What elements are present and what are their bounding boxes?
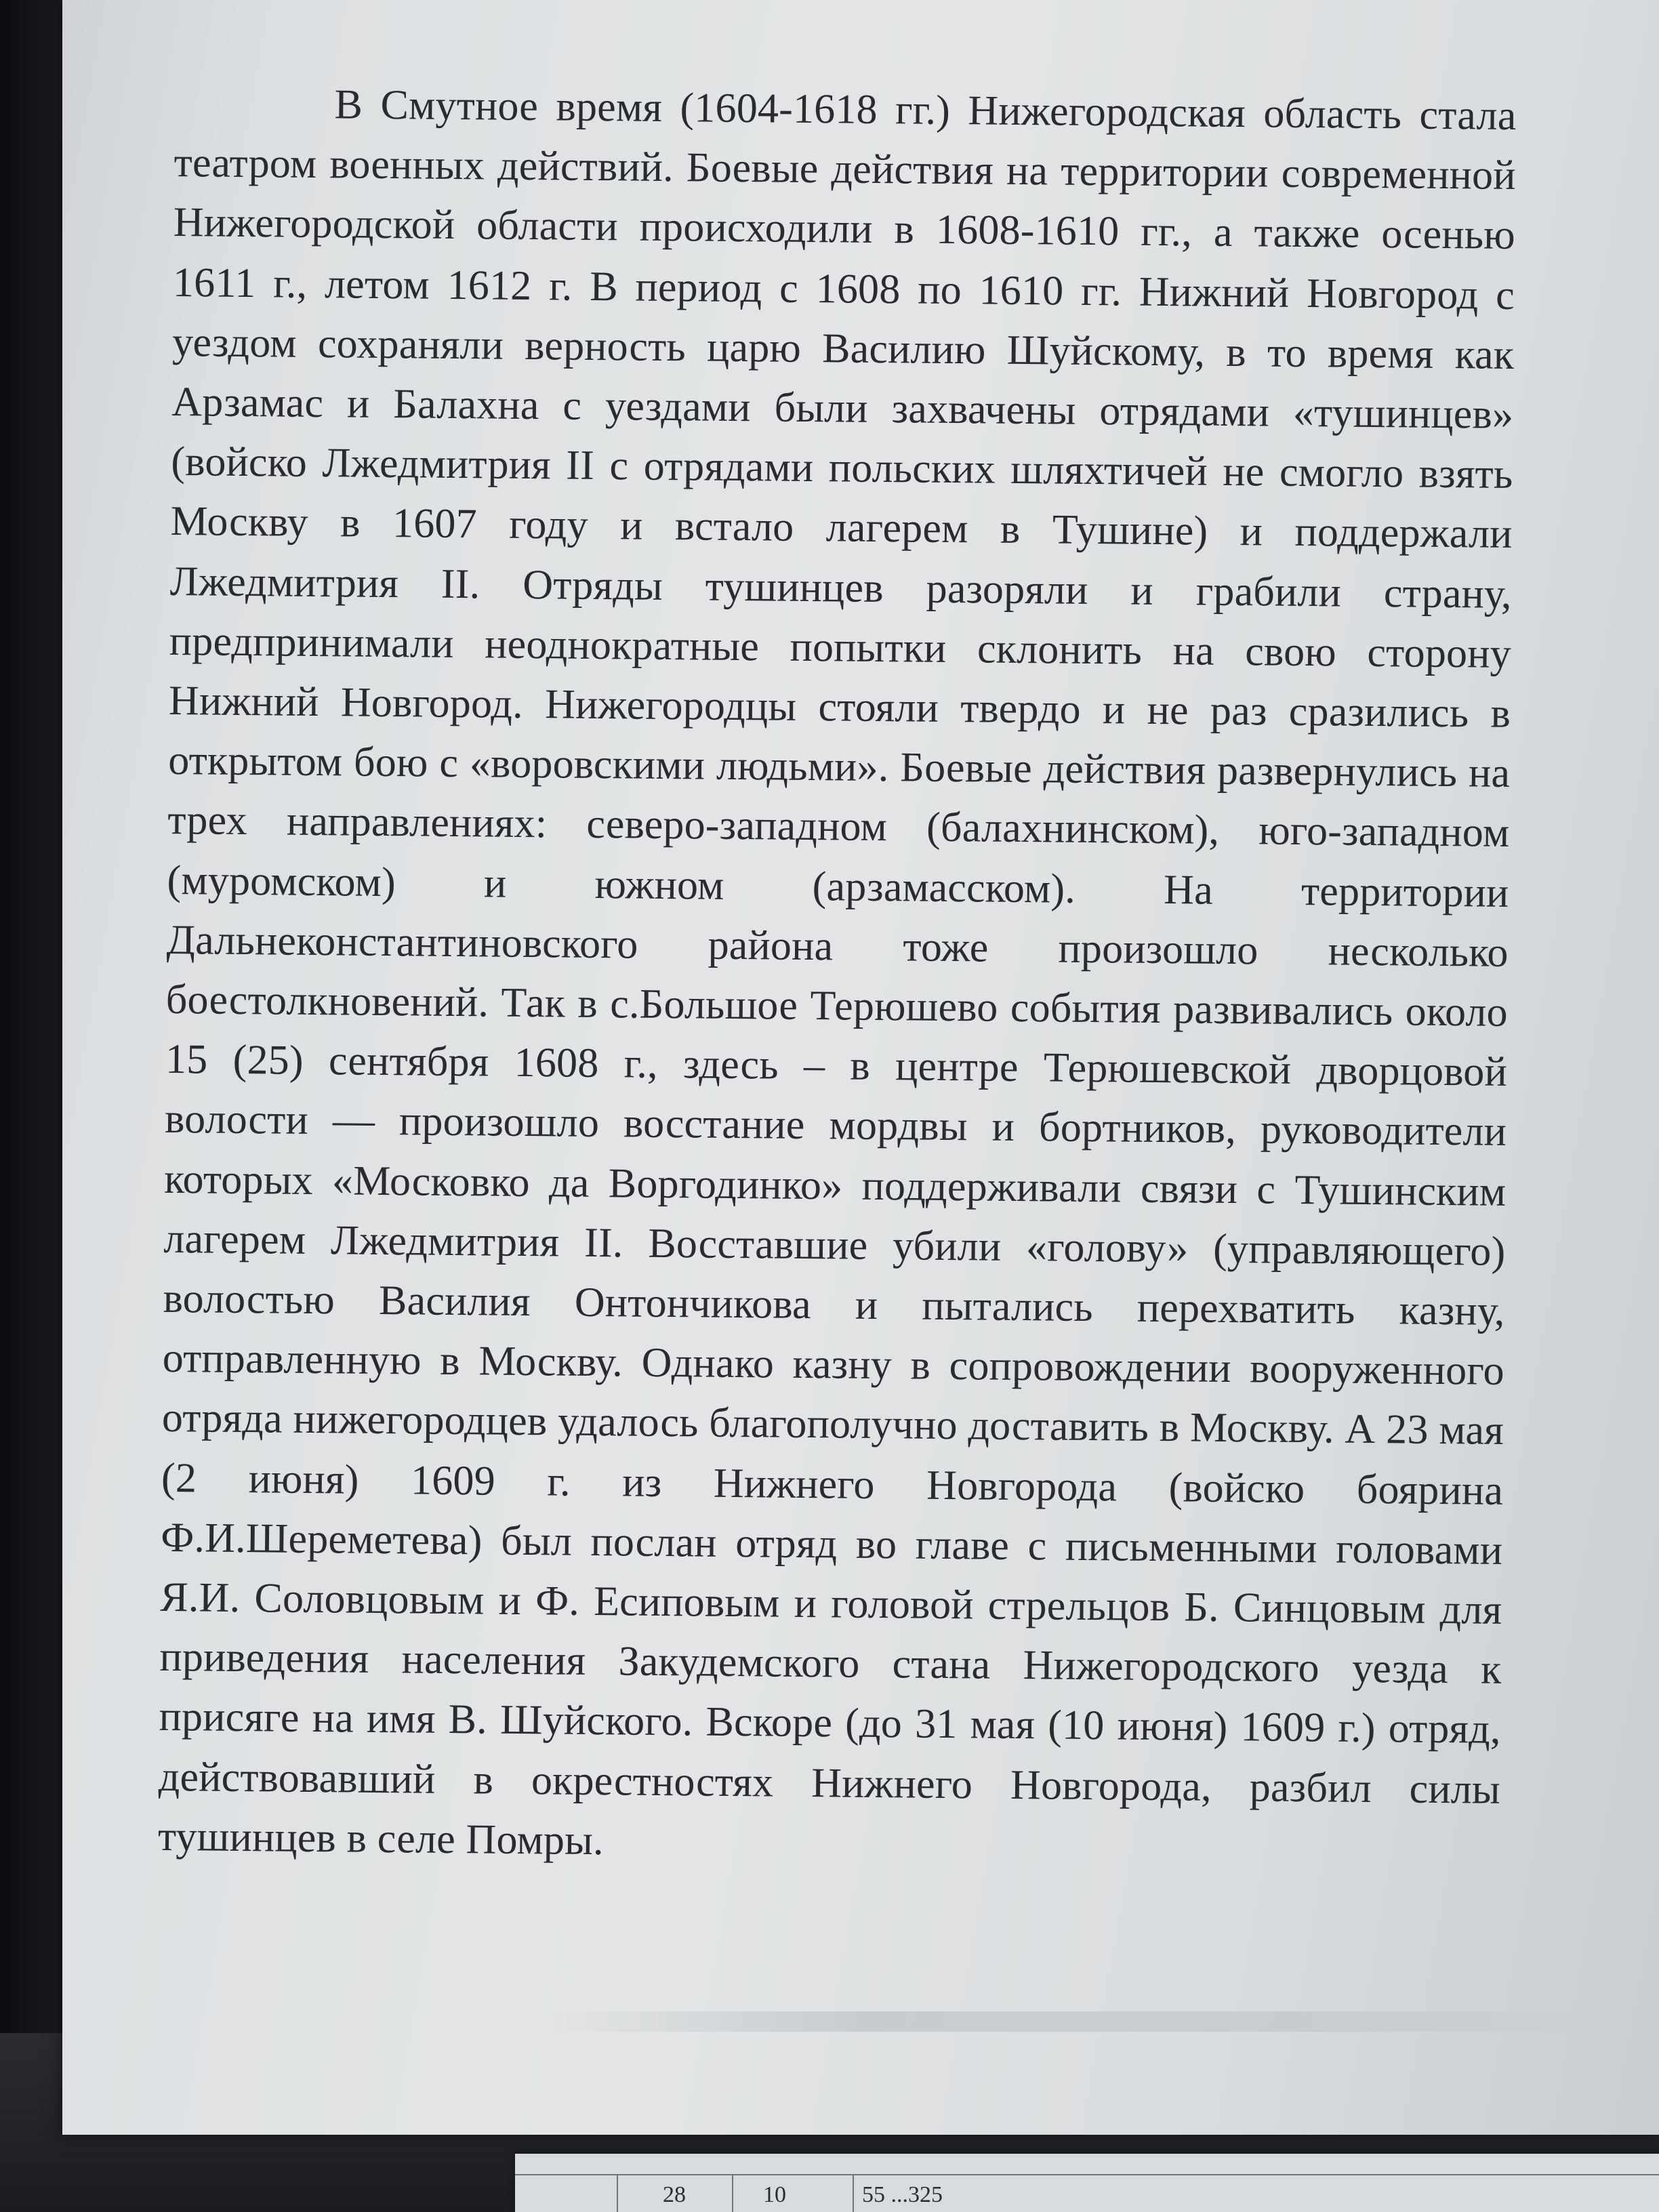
table-column-line [617,2174,618,2212]
table-cell: 10 [763,2182,786,2207]
table-cell: 55 ...325 [862,2182,943,2207]
body-text [158,73,1517,1879]
show-through-line [537,2011,1621,2032]
table-column-line [732,2174,733,2212]
table-rule [515,2174,1659,2175]
table-cell: 28 [663,2182,686,2207]
underlying-sheet [515,2154,1659,2212]
table-column-line [853,2174,854,2212]
paragraph: В Смутное время (1604-1618 гг.) Нижегородская область стала театром военных действий. Боевые действия на территории современной Нижегородской области происходили в 1608-1610 гг., а также осенью 1611 г., летом 1612 г. В период с 1608 по 1610 гг. Нижний Новгород с уездом сохраняли верность царю Василию Шуйскому, в то время как Арзамас и Балахна с уездами были захвачены отрядами «тушинцев» (войско Лжедмитрия II с отрядами польских шляхтичей не смогло взять Москву в 1607 году и встало лагерем в Тушине) и поддержали Лжедмитрия II. Отряды тушинцев разоряли и грабили страну, предпринимали неоднократные попытки склонить на свою сторону Нижний Новгород. Нижегородцы стояли твердо и не раз сразились в открытом бою с «воровскими людьми». Боевые действия развернулись на трех направлениях: северо-западном (балахнинском), юго-западном (муромском) и южном (арзамасском). На территории Дальнеконстантиновского района тоже произошло несколько боестолкновений. Так в с.Большое Терюшево события развивались около 15 (25) сентября 1608 г., здесь – в центре Терюшевской дворцовой волости — произошло восстание мордвы и бортников, руководители которых «Московко да Воргодинко» поддерживали связи с Тушинским лагерем Лжедмитрия II. Восставшие убили «голову» (управляющего) волостью Василия Онтончикова и пытались перехватить казну, отправленную в Москву. Однако казну в сопровождении вооруженного отряда нижегородцев удалось благополучно доставить в Москву. А 23 мая (2 июня) 1609 г. из Нижнего Новгорода (войско боярина Ф.И.Шереметева) был послан отряд во главе с письменными головами Я.И. Соловцовым и Ф. Есиповым и головой стрельцов Б. Синцовым для приведения населения Закудемского стана Нижегородского уезда к присяге на имя В. Шуйского. Вскоре (до 31 мая (10 июня) 1609 г.) отряд, действовавший в окрестностях Нижнего Новгорода, разбил силы тушинцев в селе Помры. [157,81,1517,1864]
